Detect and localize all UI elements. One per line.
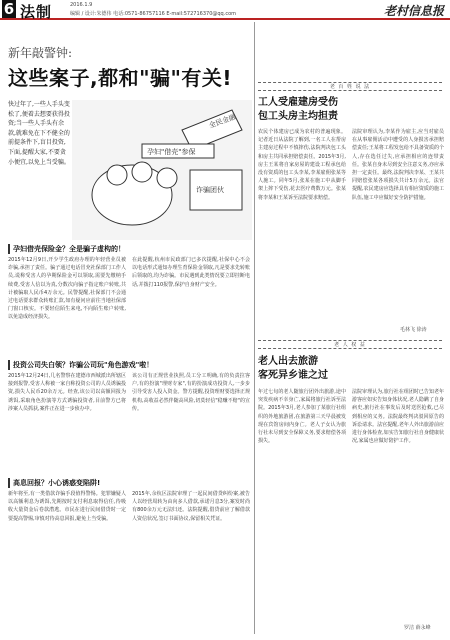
subhead-high-interest: 高息回报？小心诱惑变陷阱! [8, 478, 100, 488]
sign-text-3: 诈骗团伙 [196, 186, 224, 194]
issue-date: 2016.1.9 [70, 2, 93, 8]
article-body-1: 2015年12月9日,开少学生政府办理的年轻营业员被诈骗,承担了责任。骗子通过电话冒充社保部门工作人员,谎称受害人的孕期保险金可以领取,需要先缴纳手续费,受害人信以为真,分数次向骗子指定账户转账,共计被骗取人民币4万余元。民警提醒,社保部门不会通过电话要求群众转账汇款,如有疑问应前往当地社保部门窗口核实。不要轻信陌生来电,不向陌生账户转账,以免造成经济损失。 [8, 257, 126, 321]
article-headline: 这些案子,都和"骗"有关! [8, 66, 233, 90]
cartoon-illustration [72, 100, 252, 240]
newspaper-name: 老村信息报 [383, 4, 444, 18]
section-title: 法制 [20, 3, 53, 21]
right-body-2: 年过七旬的老人随旅行团外出旅游,途中突发疾病不幸身亡,家属将旅行社诉至法院。2015年3月,老人参加了某旅行社组织的外地旅游团,在旅游第三天早晨被发现在宾馆房间内身亡。老人子女认为旅行社未尽到安全保障义务,要求赔偿各项损失。 [258, 389, 346, 445]
sign-text-1: 全民金融 [207, 112, 237, 130]
section-bar-elderly: 老 人 权 益 [258, 340, 442, 349]
sign-text-2: 孕妇"借壳"参保 [147, 148, 196, 156]
right-body-1b: 法院审理认为,李某作为雇主,应当对雇员在从事雇佣活动中遭受的人身损害承担赔偿责任;王某将工程发包给不具备资质的个人,存在选任过失,应承担相应的连带责任。张某自身未尽到安全注意义务,亦应承担一定责任。最终,法院判决李某、王某共同赔偿张某各项损失共计5万余元。法官提醒,农民建房应选择具有相应资质的施工队伍,施工中应做好安全防护措施。 [352, 129, 444, 201]
article-kicker: 新年敲警钟: [8, 46, 73, 60]
right-headline-1: 工人受雇建房受伤 包工头房主均担责 [258, 97, 338, 122]
page-number: 6 [3, 0, 15, 18]
article-body-1b: 在此提醒,杭州市民政部门已多次提醒,社保中心不会以电话形式通知办理生育保险金领取,凡是要求先转账后领取的,均为诈骗。市民遇到此类情况要立即挂断电话,并拨打110报警,保护自身财产安全。 [132, 257, 250, 288]
article-body-2b: 该公司有正规营业执照,员工分工明确,有的负责拉客户,有的扮演"理财专家",有的扮演成功投资人,一步步引导受害人投入资金。警方提醒,投资理财要选择正规机构,高收益必然伴随高风险,切莫轻信"稳赚不赔"的宣传。 [132, 373, 250, 412]
byline-1: 毛林飞 徐涛 [400, 327, 427, 333]
subhead-pregnancy-insurance: 孕妇借壳保险金？全是骗子虚构的！ [8, 244, 125, 254]
article-body-2: 2015年12月24日,几名警察在建德市西城派出所辖区接到报警,受害人称被一家自称投资公司的人员诱骗投资,损失人民币20余万元。经查,该公司以高额回报为诱饵,采取角色扮演等方式诱骗投资者,目前警方已将涉案人员抓获,案件正在进一步侦办中。 [8, 373, 126, 412]
article-body-3b: 2015年,余杭区法院审理了一起民间借贷纠纷案,被告人以经营周转为由向多人借款,承诺月息3分,案发时尚有800余万元无法归还。法院提醒,借贷前应了解借款人资信状况,签订书面协议,保留相关凭证。 [132, 491, 250, 522]
article-intro: 快过年了,一些人手头变松了,便着去想要获得投资;当一些人手头有余款,就难免在下不健全的前提条件下,盲目投资,下面,提醒大家,不要贪小便宜,以免上当受骗。 [8, 101, 70, 166]
article-body-3: 新年将至,有一类借款诈骗手段值得警惕。犯罪嫌疑人以高额利息为诱饵,先期按时支付利息取得信任,待吸收大量资金后卷款潜逃。市民在进行民间借贷时一定要提高警惕,审慎对待高息回报,避免上当受骗。 [8, 491, 126, 522]
right-body-1: 农民个体建房已成为农村的普遍现象。记者近日从法院了解到,一名工人在帮房主建房过程中不慎摔伤,法院判决包工头和房主共同承担赔偿责任。2015年3月,房主王某将自家房屋的建设工程承包给没有资质的包工头李某,李某雇佣张某等人施工。同年5月,张某在施工中从脚手架上摔下受伤,花去医疗费数万元。张某将李某和王某诉至法院要求赔偿。 [258, 129, 346, 201]
right-body-2b: 法院审理认为,旅行社在组团时已告知老年游客应如实告知身体状况,老人隐瞒了自身病史,旅行社在事发后及时送医抢救,已尽到相应的义务。法院最终判决驳回原告的诉讼请求。法官提醒,老年人外出旅游前应进行身体检查,如实告知旅行社自身健康状况,家属也应做好陪护工作。 [352, 389, 444, 445]
subhead-investment-company: 投资公司失白领？诈骗公司玩"角色游戏"啦！ [8, 360, 153, 370]
column-divider [254, 22, 255, 634]
byline-2: 罗洁 薛永峰 [404, 625, 431, 631]
right-headline-2: 老人出去旅游 客死异乡谁之过 [258, 356, 328, 381]
page-header [0, 0, 450, 20]
section-bar-law: 老 百 姓 说 法 [258, 82, 442, 91]
editor-contact: 编辑 / 设计:朱德伟 电话:0571-86757116 E-mail:572716370@qq.com [70, 11, 236, 17]
